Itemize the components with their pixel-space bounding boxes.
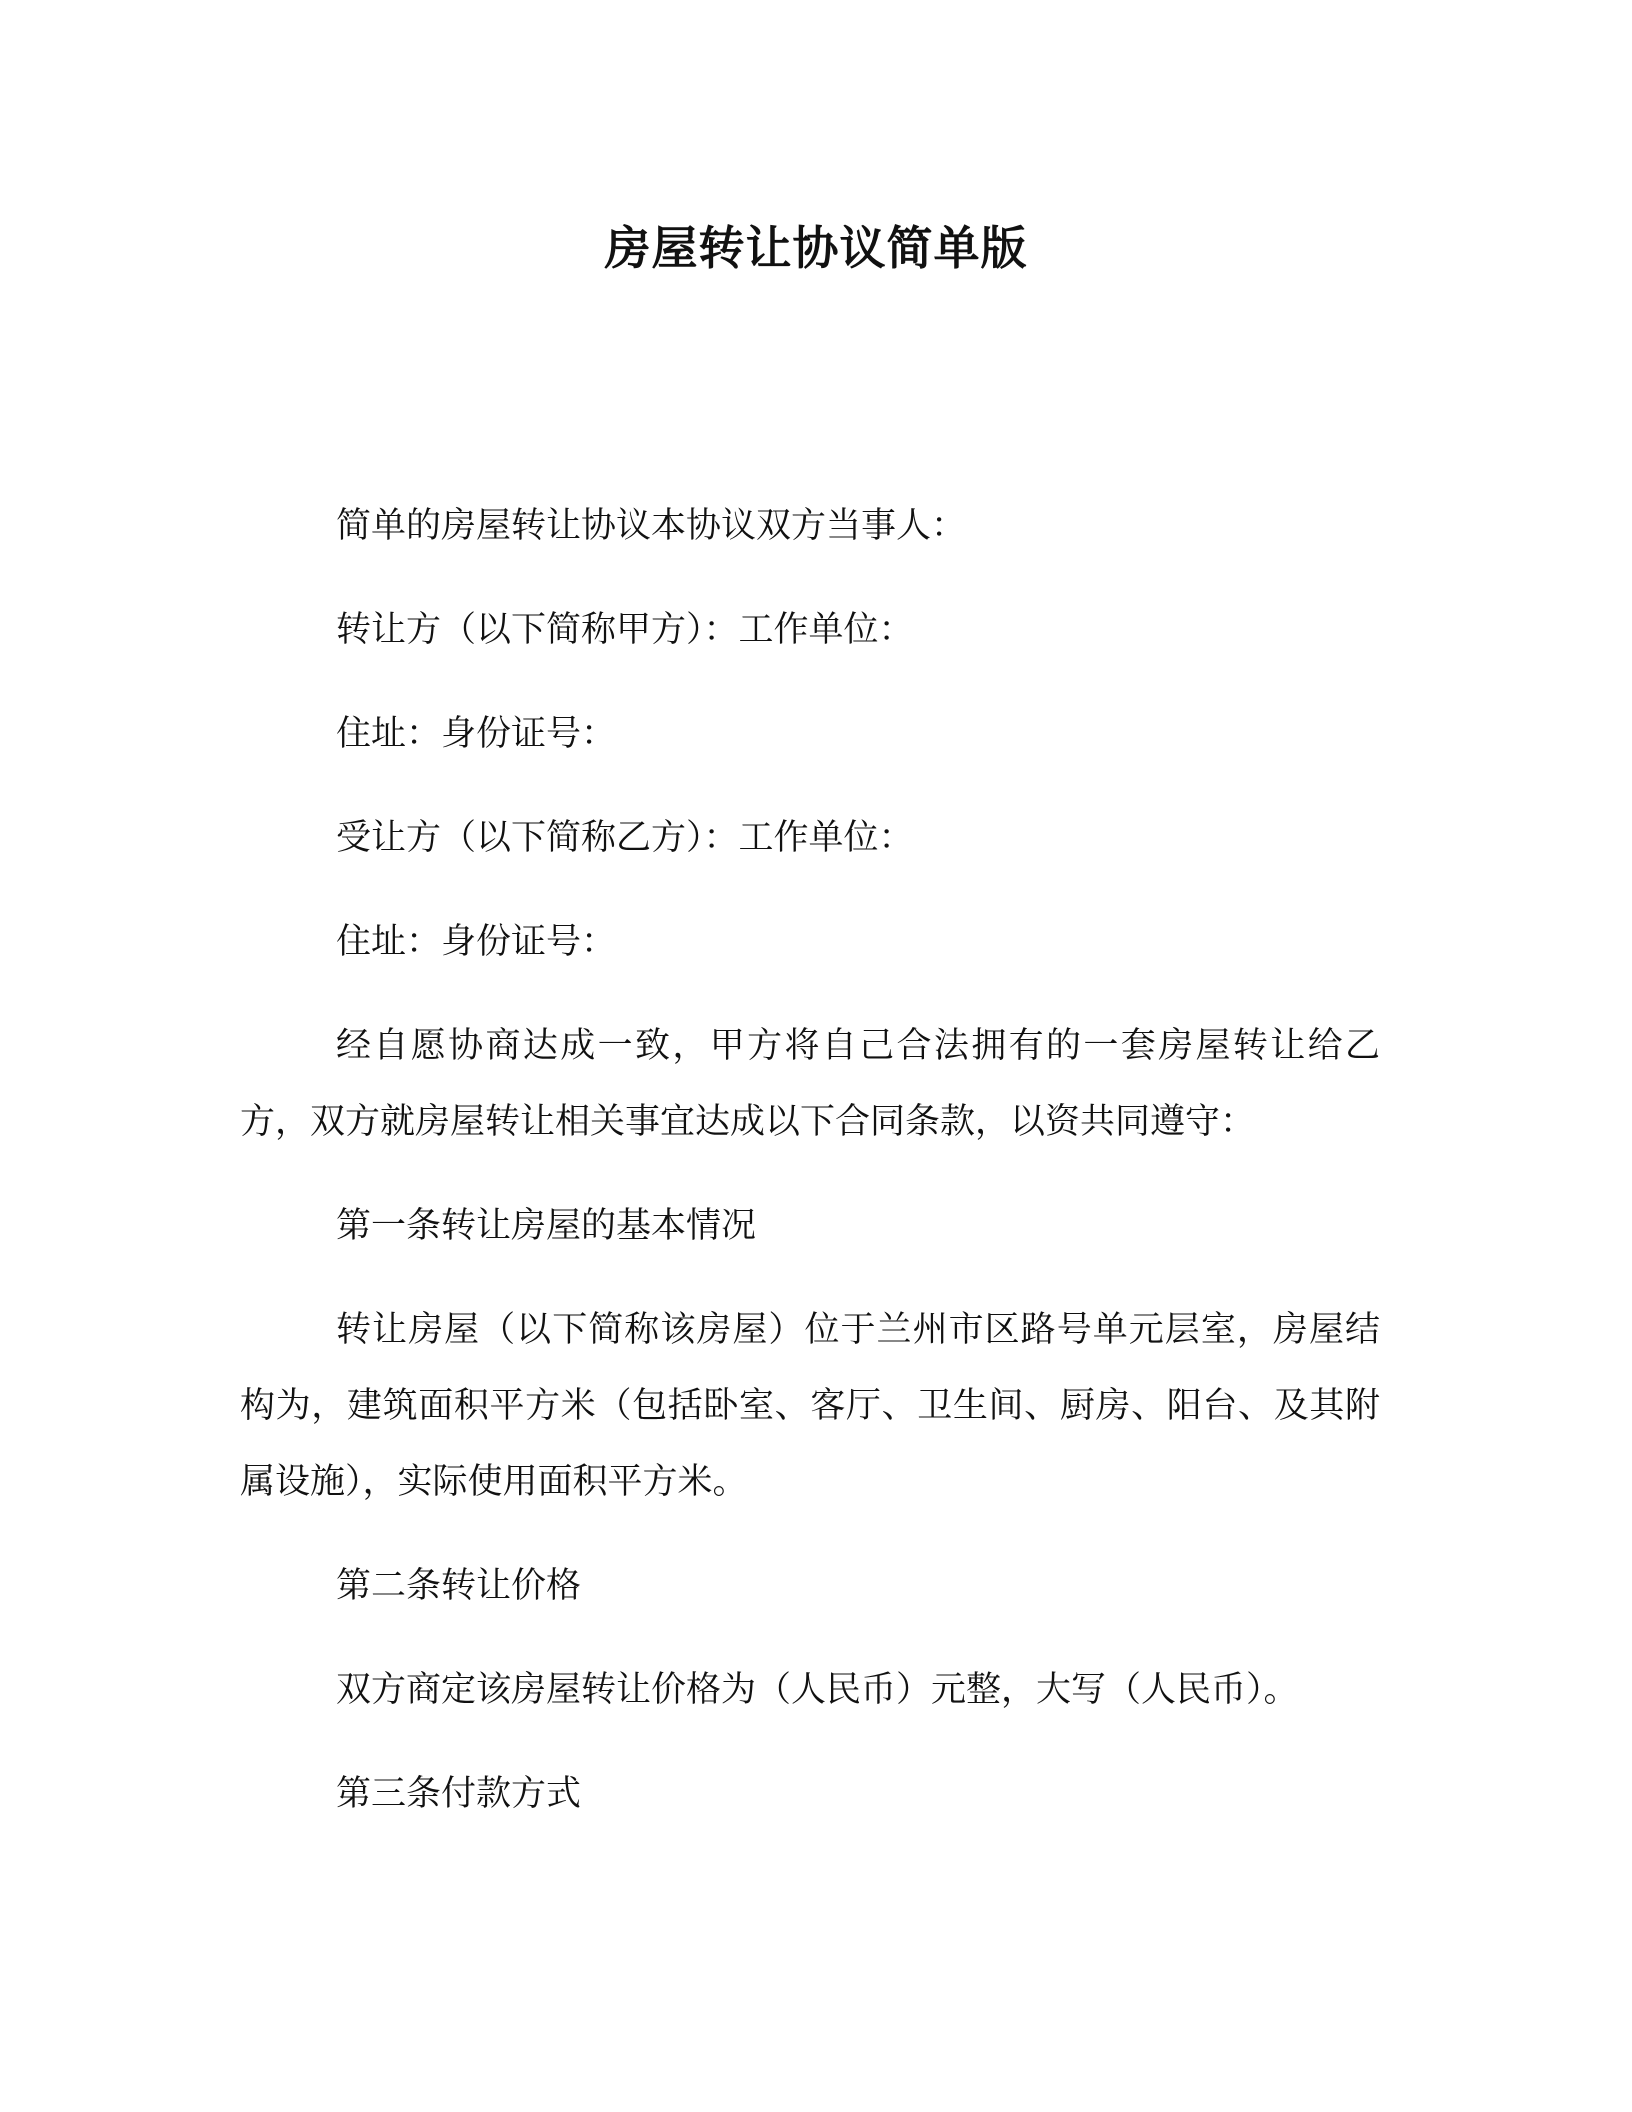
paragraph-article-1: 转让房屋（以下简称该房屋）位于兰州市区路号单元层室，房屋结构为，建筑面积平方米（包括卧室、客厅、卫生间、厨房、阳台、及其附属设施），实际使用面积平方米。: [240, 1310, 1380, 1502]
heading-article-2: 第二条转让价格: [336, 1566, 582, 1606]
paragraph-article-2: 双方商定该房屋转让价格为（人民币）元整，大写（人民币）。: [336, 1670, 1299, 1710]
paragraph-party-b: 受让方（以下简称乙方）：工作单位：: [336, 818, 914, 858]
paragraph-party-b-address: 住址：身份证号：: [336, 922, 617, 962]
document-body: [240, 488, 1380, 1860]
paragraph-party-a: 转让方（以下简称甲方）：工作单位：: [336, 610, 914, 650]
heading-article-1: 第一条转让房屋的基本情况: [336, 1206, 757, 1246]
heading-article-3: 第三条付款方式: [336, 1774, 582, 1814]
document-title: 房屋转让协议简单版: [604, 221, 1028, 275]
paragraph-party-a-address: 住址：身份证号：: [336, 714, 617, 754]
paragraph-agreement: 经自愿协商达成一致，甲方将自己合法拥有的一套房屋转让给乙方，双方就房屋转让相关事宜达成以下合同条款，以资共同遵守：: [240, 1026, 1380, 1142]
paragraph-intro: 简单的房屋转让协议本协议双方当事人：: [336, 506, 967, 546]
